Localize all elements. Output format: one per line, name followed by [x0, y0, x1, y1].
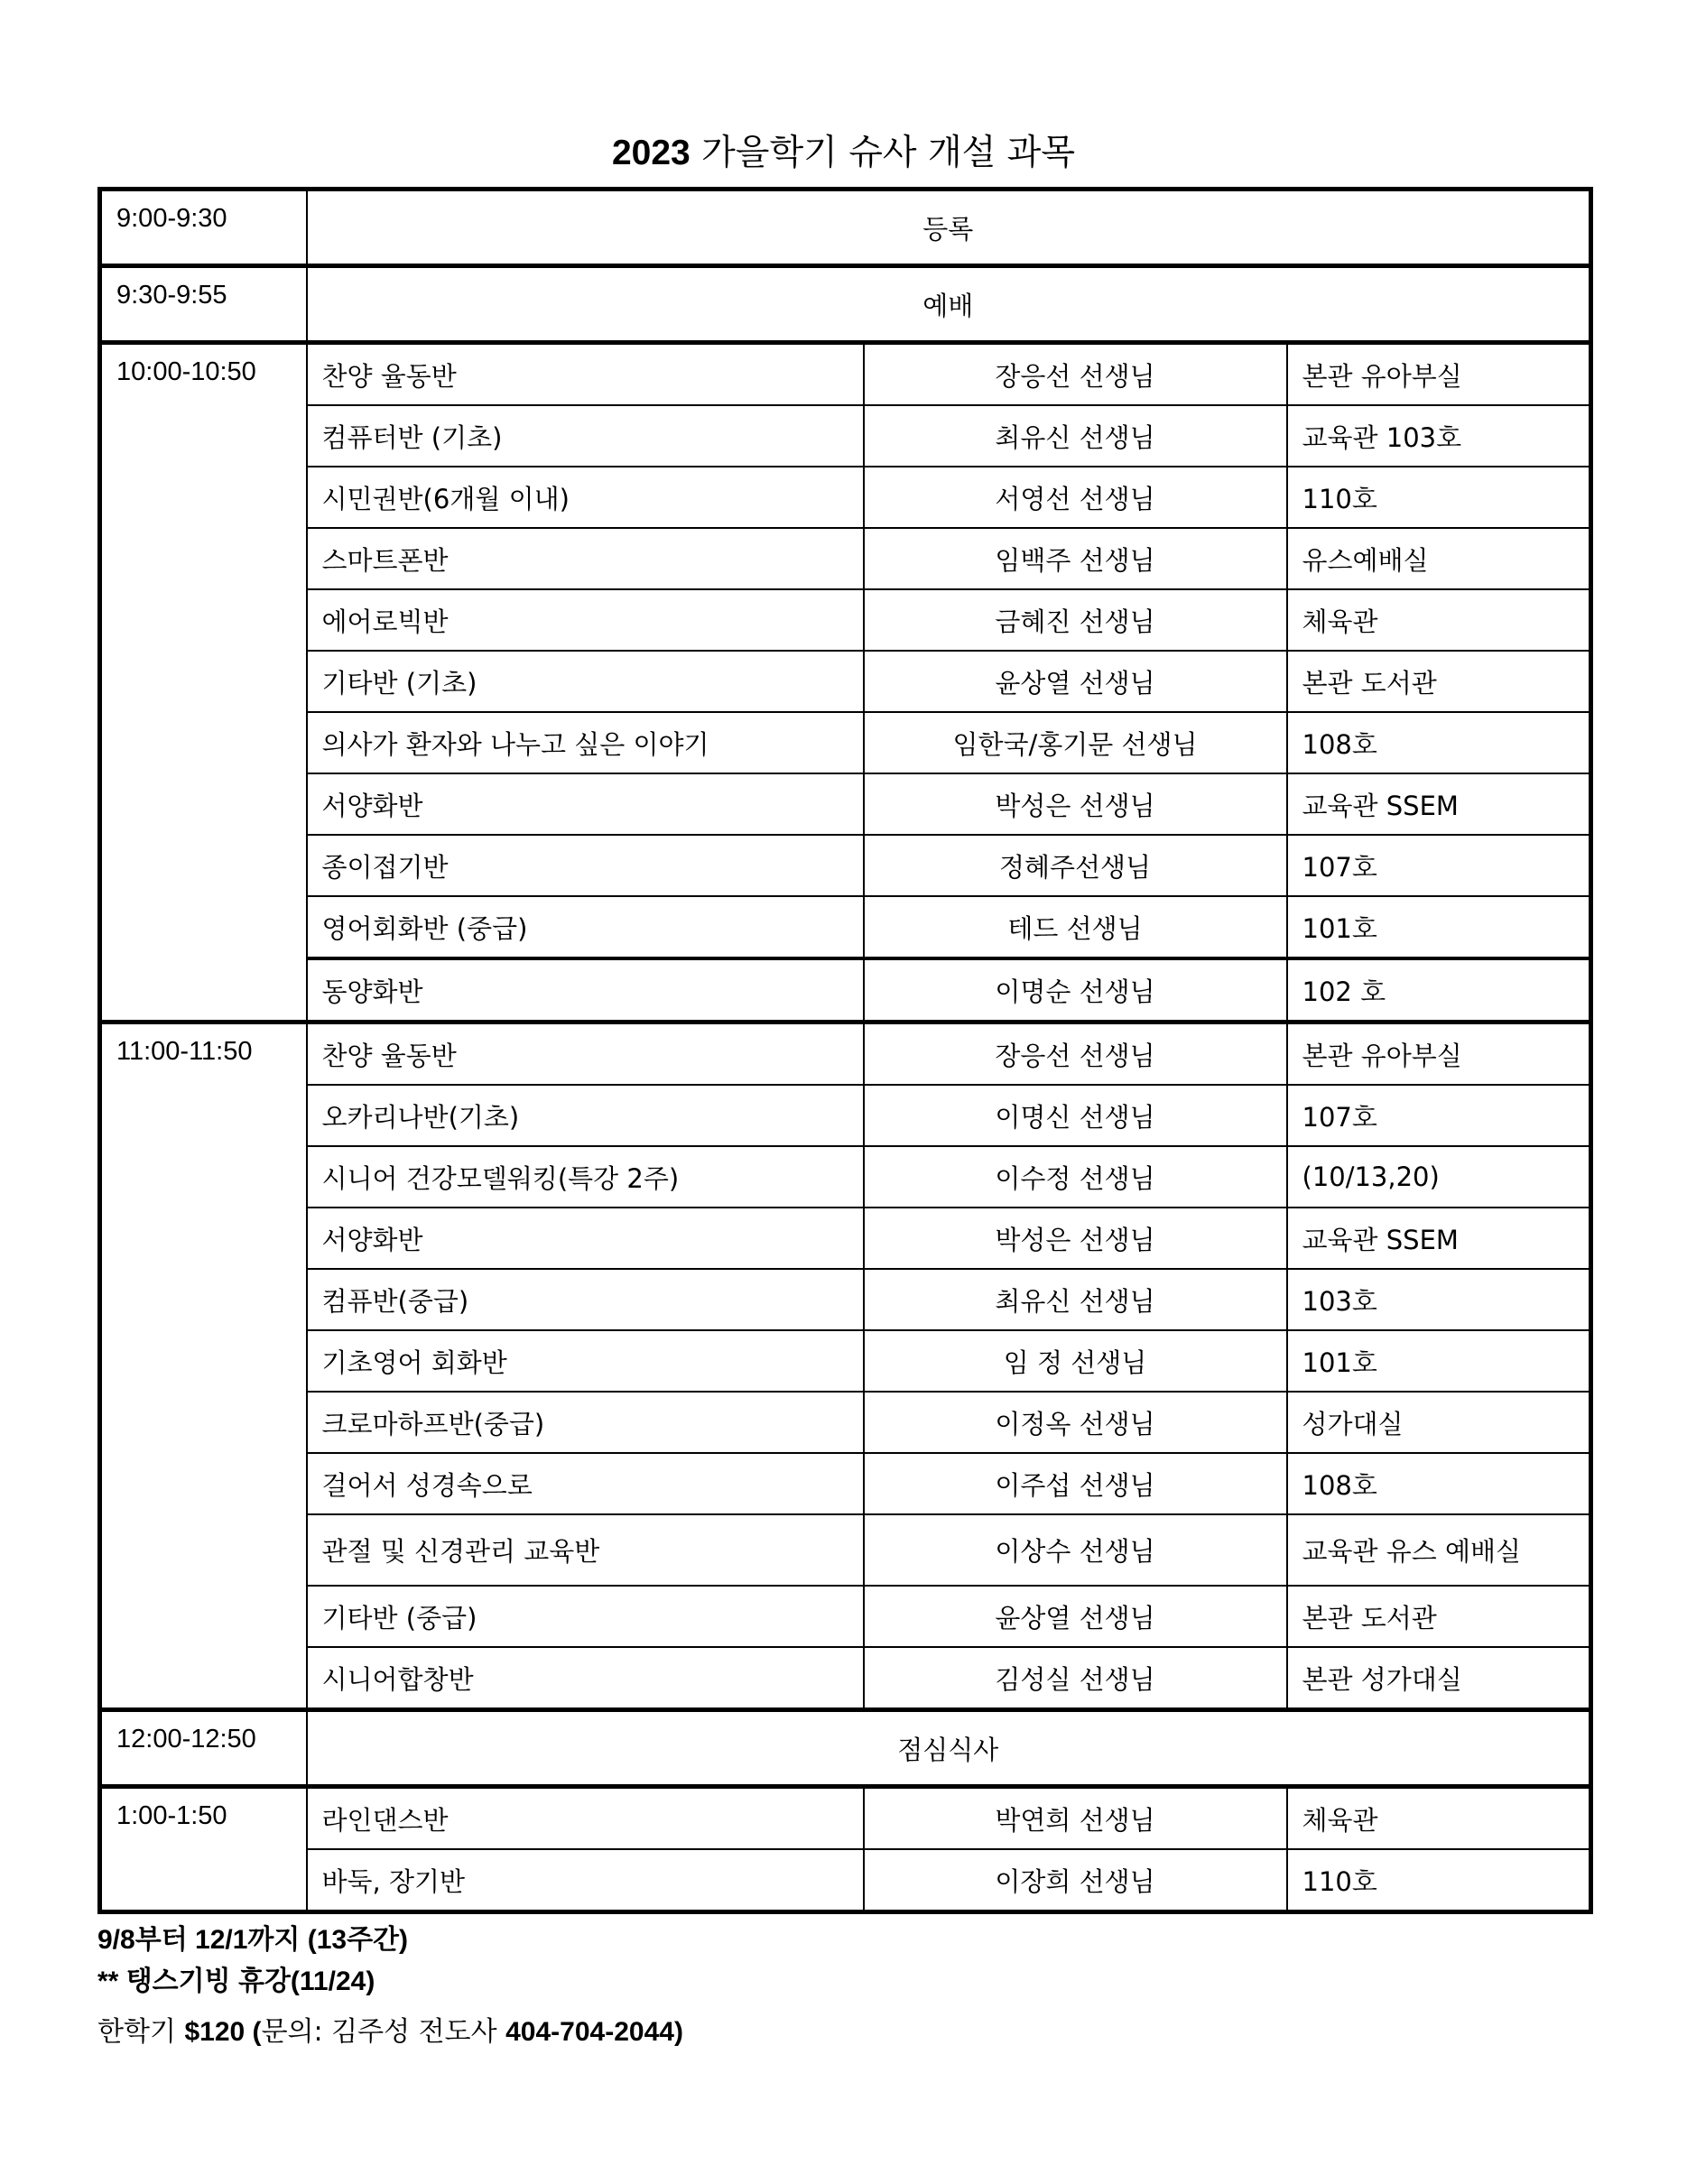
- room-name: 교육관 SSEM: [1287, 773, 1591, 835]
- teacher-name: 이주섭 선생님: [864, 1453, 1287, 1514]
- class-name: 라인댄스반: [307, 1787, 864, 1850]
- room-name: 교육관 유스 예배실: [1287, 1514, 1591, 1586]
- teacher-name: 장응선 선생님: [864, 343, 1287, 406]
- class-name: 찬양 율동반: [307, 343, 864, 406]
- title-year: 2023: [611, 134, 691, 172]
- page-title: [0, 128, 1687, 179]
- room-name: 110호: [1287, 467, 1591, 528]
- teacher-name: 장응선 선생님: [864, 1023, 1287, 1086]
- teacher-name: 김성실 선생님: [864, 1647, 1287, 1710]
- class-name: 스마트폰반: [307, 528, 864, 589]
- room-name: 108호: [1287, 712, 1591, 773]
- class-name: 서양화반: [307, 1208, 864, 1269]
- room-name: 체육관: [1287, 589, 1591, 651]
- room-name: 103호: [1287, 1269, 1591, 1330]
- teacher-name: 이수정 선생님: [864, 1146, 1287, 1208]
- time-slot: 9:00-9:30: [100, 190, 307, 266]
- class-row: [100, 1647, 1591, 1710]
- class-row: [100, 589, 1591, 651]
- time-slot: 1:00-1:50: [100, 1787, 307, 1912]
- class-name: 컴퓨터반 (기초): [307, 405, 864, 467]
- class-row: [100, 1269, 1591, 1330]
- teacher-name: 이명순 선생님: [864, 958, 1287, 1023]
- room-name: 본관 유아부실: [1287, 1023, 1591, 1086]
- slot-activity: 점심식사: [307, 1710, 1591, 1787]
- class-row: [100, 343, 1591, 406]
- teacher-name: 최유신 선생님: [864, 1269, 1287, 1330]
- room-name: 110호: [1287, 1849, 1591, 1912]
- teacher-name: 박성은 선생님: [864, 773, 1287, 835]
- tuition-contact: 한학기 $120 (문의: 김주성 전도사 404-704-2044): [97, 2016, 683, 2048]
- time-slot: 11:00-11:50: [100, 1023, 307, 1710]
- room-name: 체육관: [1287, 1787, 1591, 1850]
- class-name: 크로마하프반(중급): [307, 1392, 864, 1453]
- teacher-name: 서영선 선생님: [864, 467, 1287, 528]
- class-row: [100, 1514, 1591, 1586]
- room-name: 본관 유아부실: [1287, 343, 1591, 406]
- room-name: 101호: [1287, 896, 1591, 958]
- room-name: 교육관 103호: [1287, 405, 1591, 467]
- teacher-name: 박성은 선생님: [864, 1208, 1287, 1269]
- class-row: [100, 405, 1591, 467]
- teacher-name: 정혜주선생님: [864, 835, 1287, 896]
- time-slot: 10:00-10:50: [100, 343, 307, 1023]
- class-name: 시니어합창반: [307, 1647, 864, 1710]
- teacher-name: 금혜진 선생님: [864, 589, 1287, 651]
- class-name: 시니어 건강모델워킹(특강 2주): [307, 1146, 864, 1208]
- class-row: [100, 1392, 1591, 1453]
- room-name: 108호: [1287, 1453, 1591, 1514]
- class-row: [100, 712, 1591, 773]
- class-row: [100, 1787, 1591, 1850]
- class-row: [100, 1023, 1591, 1086]
- class-name: 동양화반: [307, 958, 864, 1023]
- class-name: 바둑, 장기반: [307, 1849, 864, 1912]
- room-name: 성가대실: [1287, 1392, 1591, 1453]
- class-row: [100, 1330, 1591, 1392]
- class-row: [100, 1586, 1591, 1647]
- teacher-name: 이명신 선생님: [864, 1085, 1287, 1146]
- time-slot: 12:00-12:50: [100, 1710, 307, 1787]
- teacher-name: 테드 선생님: [864, 896, 1287, 958]
- term-dates: 9/8부터 12/1까지 (13주간): [97, 1925, 409, 1955]
- teacher-name: 윤상열 선생님: [864, 1586, 1287, 1647]
- room-name: 본관 도서관: [1287, 1586, 1591, 1647]
- class-name: 기초영어 회화반: [307, 1330, 864, 1392]
- class-name: 서양화반: [307, 773, 864, 835]
- class-row: [100, 1453, 1591, 1514]
- room-name: 본관 도서관: [1287, 651, 1591, 712]
- class-row: [100, 958, 1591, 1023]
- title-text: 가을학기 슈사 개설 과목: [690, 133, 1076, 173]
- teacher-name: 임한국/홍기문 선생님: [864, 712, 1287, 773]
- room-name: 본관 성가대실: [1287, 1647, 1591, 1710]
- room-name: 유스예배실: [1287, 528, 1591, 589]
- class-name: 찬양 율동반: [307, 1023, 864, 1086]
- schedule-row: [100, 1710, 1591, 1787]
- room-name: 107호: [1287, 835, 1591, 896]
- class-row: [100, 467, 1591, 528]
- class-row: [100, 1849, 1591, 1912]
- room-name: 102 호: [1287, 958, 1591, 1023]
- class-name: 기타반 (기초): [307, 651, 864, 712]
- slot-activity: 예배: [307, 266, 1591, 343]
- class-name: 기타반 (중급): [307, 1586, 864, 1647]
- class-name: 오카리나반(기초): [307, 1085, 864, 1146]
- class-name: 영어회화반 (중급): [307, 896, 864, 958]
- teacher-name: 임 정 선생님: [864, 1330, 1287, 1392]
- class-name: 걸어서 성경속으로: [307, 1453, 864, 1514]
- schedule-row: [100, 190, 1591, 266]
- class-row: [100, 835, 1591, 896]
- class-name: 관절 및 신경관리 교육반: [307, 1514, 864, 1586]
- room-name: 교육관 SSEM: [1287, 1208, 1591, 1269]
- teacher-name: 최유신 선생님: [864, 405, 1287, 467]
- time-slot: 9:30-9:55: [100, 266, 307, 343]
- slot-activity: 등록: [307, 190, 1591, 266]
- holiday-note: ** 탱스기빙 휴강(11/24): [97, 1967, 375, 1996]
- teacher-name: 윤상열 선생님: [864, 651, 1287, 712]
- teacher-name: 박연희 선생님: [864, 1787, 1287, 1850]
- class-row: [100, 1146, 1591, 1208]
- class-name: 의사가 환자와 나누고 싶은 이야기: [307, 712, 864, 773]
- class-name: 시민권반(6개월 이내): [307, 467, 864, 528]
- room-name: 107호: [1287, 1085, 1591, 1146]
- room-name: (10/13,20): [1287, 1146, 1591, 1208]
- class-name: 컴퓨반(중급): [307, 1269, 864, 1330]
- schedule-body: [100, 190, 1591, 1912]
- schedule-row: [100, 266, 1591, 343]
- teacher-name: 이장희 선생님: [864, 1849, 1287, 1912]
- class-row: [100, 651, 1591, 712]
- schedule-table: [97, 187, 1593, 1914]
- teacher-name: 이상수 선생님: [864, 1514, 1287, 1586]
- class-name: 에어로빅반: [307, 589, 864, 651]
- class-row: [100, 1085, 1591, 1146]
- class-row: [100, 528, 1591, 589]
- teacher-name: 이정옥 선생님: [864, 1392, 1287, 1453]
- class-row: [100, 896, 1591, 958]
- class-name: 종이접기반: [307, 835, 864, 896]
- class-row: [100, 1208, 1591, 1269]
- class-row: [100, 773, 1591, 835]
- room-name: 101호: [1287, 1330, 1591, 1392]
- teacher-name: 임백주 선생님: [864, 528, 1287, 589]
